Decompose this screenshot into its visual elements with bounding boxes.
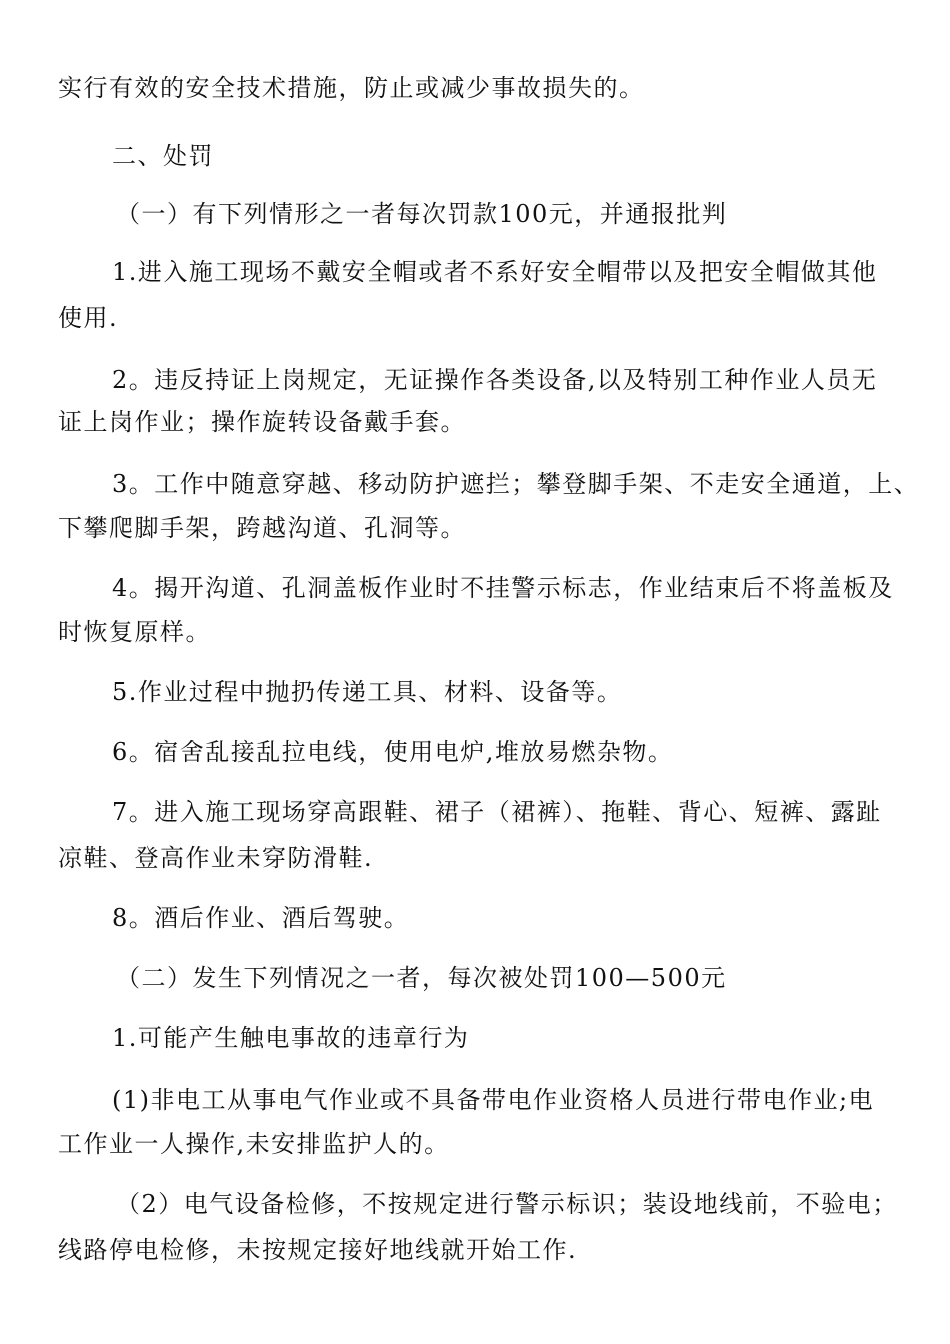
text-line: 4。揭开沟道、孔洞盖板作业时不挂警示标志，作业结束后不将盖板及 [112,574,894,602]
text-line: 1.进入施工现场不戴安全帽或者不系好安全帽带以及把安全帽做其他 [112,258,878,286]
text-line: 2。违反持证上岗规定，无证操作各类设备,以及特别工种作业人员无 [112,366,878,394]
text-line: 证上岗作业；操作旋转设备戴手套。 [58,408,466,436]
text-line: 8。酒后作业、酒后驾驶。 [112,904,410,932]
text-line: 时恢复原样。 [58,618,211,646]
text-line: 7。进入施工现场穿高跟鞋、裙子（裙裤）、拖鞋、背心、短裤、露趾 [112,798,882,826]
text-line: 线路停电检修，未按规定接好地线就开始工作. [58,1236,578,1264]
subsection-heading: （二）发生下列情况之一者，每次被处罚100—500元 [116,964,727,992]
text-line: 实行有效的安全技术措施，防止或减少事故损失的。 [58,74,645,102]
text-line: 5.作业过程中抛扔传递工具、材料、设备等。 [112,678,623,706]
text-line: 凉鞋、登高作业未穿防滑鞋. [58,844,374,872]
text-line: 1.可能产生触电事故的违章行为 [112,1024,470,1052]
subsection-heading: （一）有下列情形之一者每次罚款100元，并通报批判 [116,200,728,228]
text-line: 6。宿舍乱接乱拉电线，使用电炉,堆放易燃杂物。 [112,738,674,766]
section-heading: 二、处罚 [112,142,214,170]
text-line: 下攀爬脚手架，跨越沟道、孔洞等。 [58,514,466,542]
text-line: 3。工作中随意穿越、移动防护遮拦；攀登脚手架、不走安全通道，上、 [112,470,920,498]
text-line: 使用. [58,304,119,332]
text-line: (1)非电工从事电气作业或不具备带电作业资格人员进行带电作业;电 [112,1086,875,1114]
text-line: 工作业一人操作,未安排监护人的。 [58,1130,450,1158]
text-line: （2）电气设备检修，不按规定进行警示标识；装设地线前，不验电； [116,1190,898,1218]
